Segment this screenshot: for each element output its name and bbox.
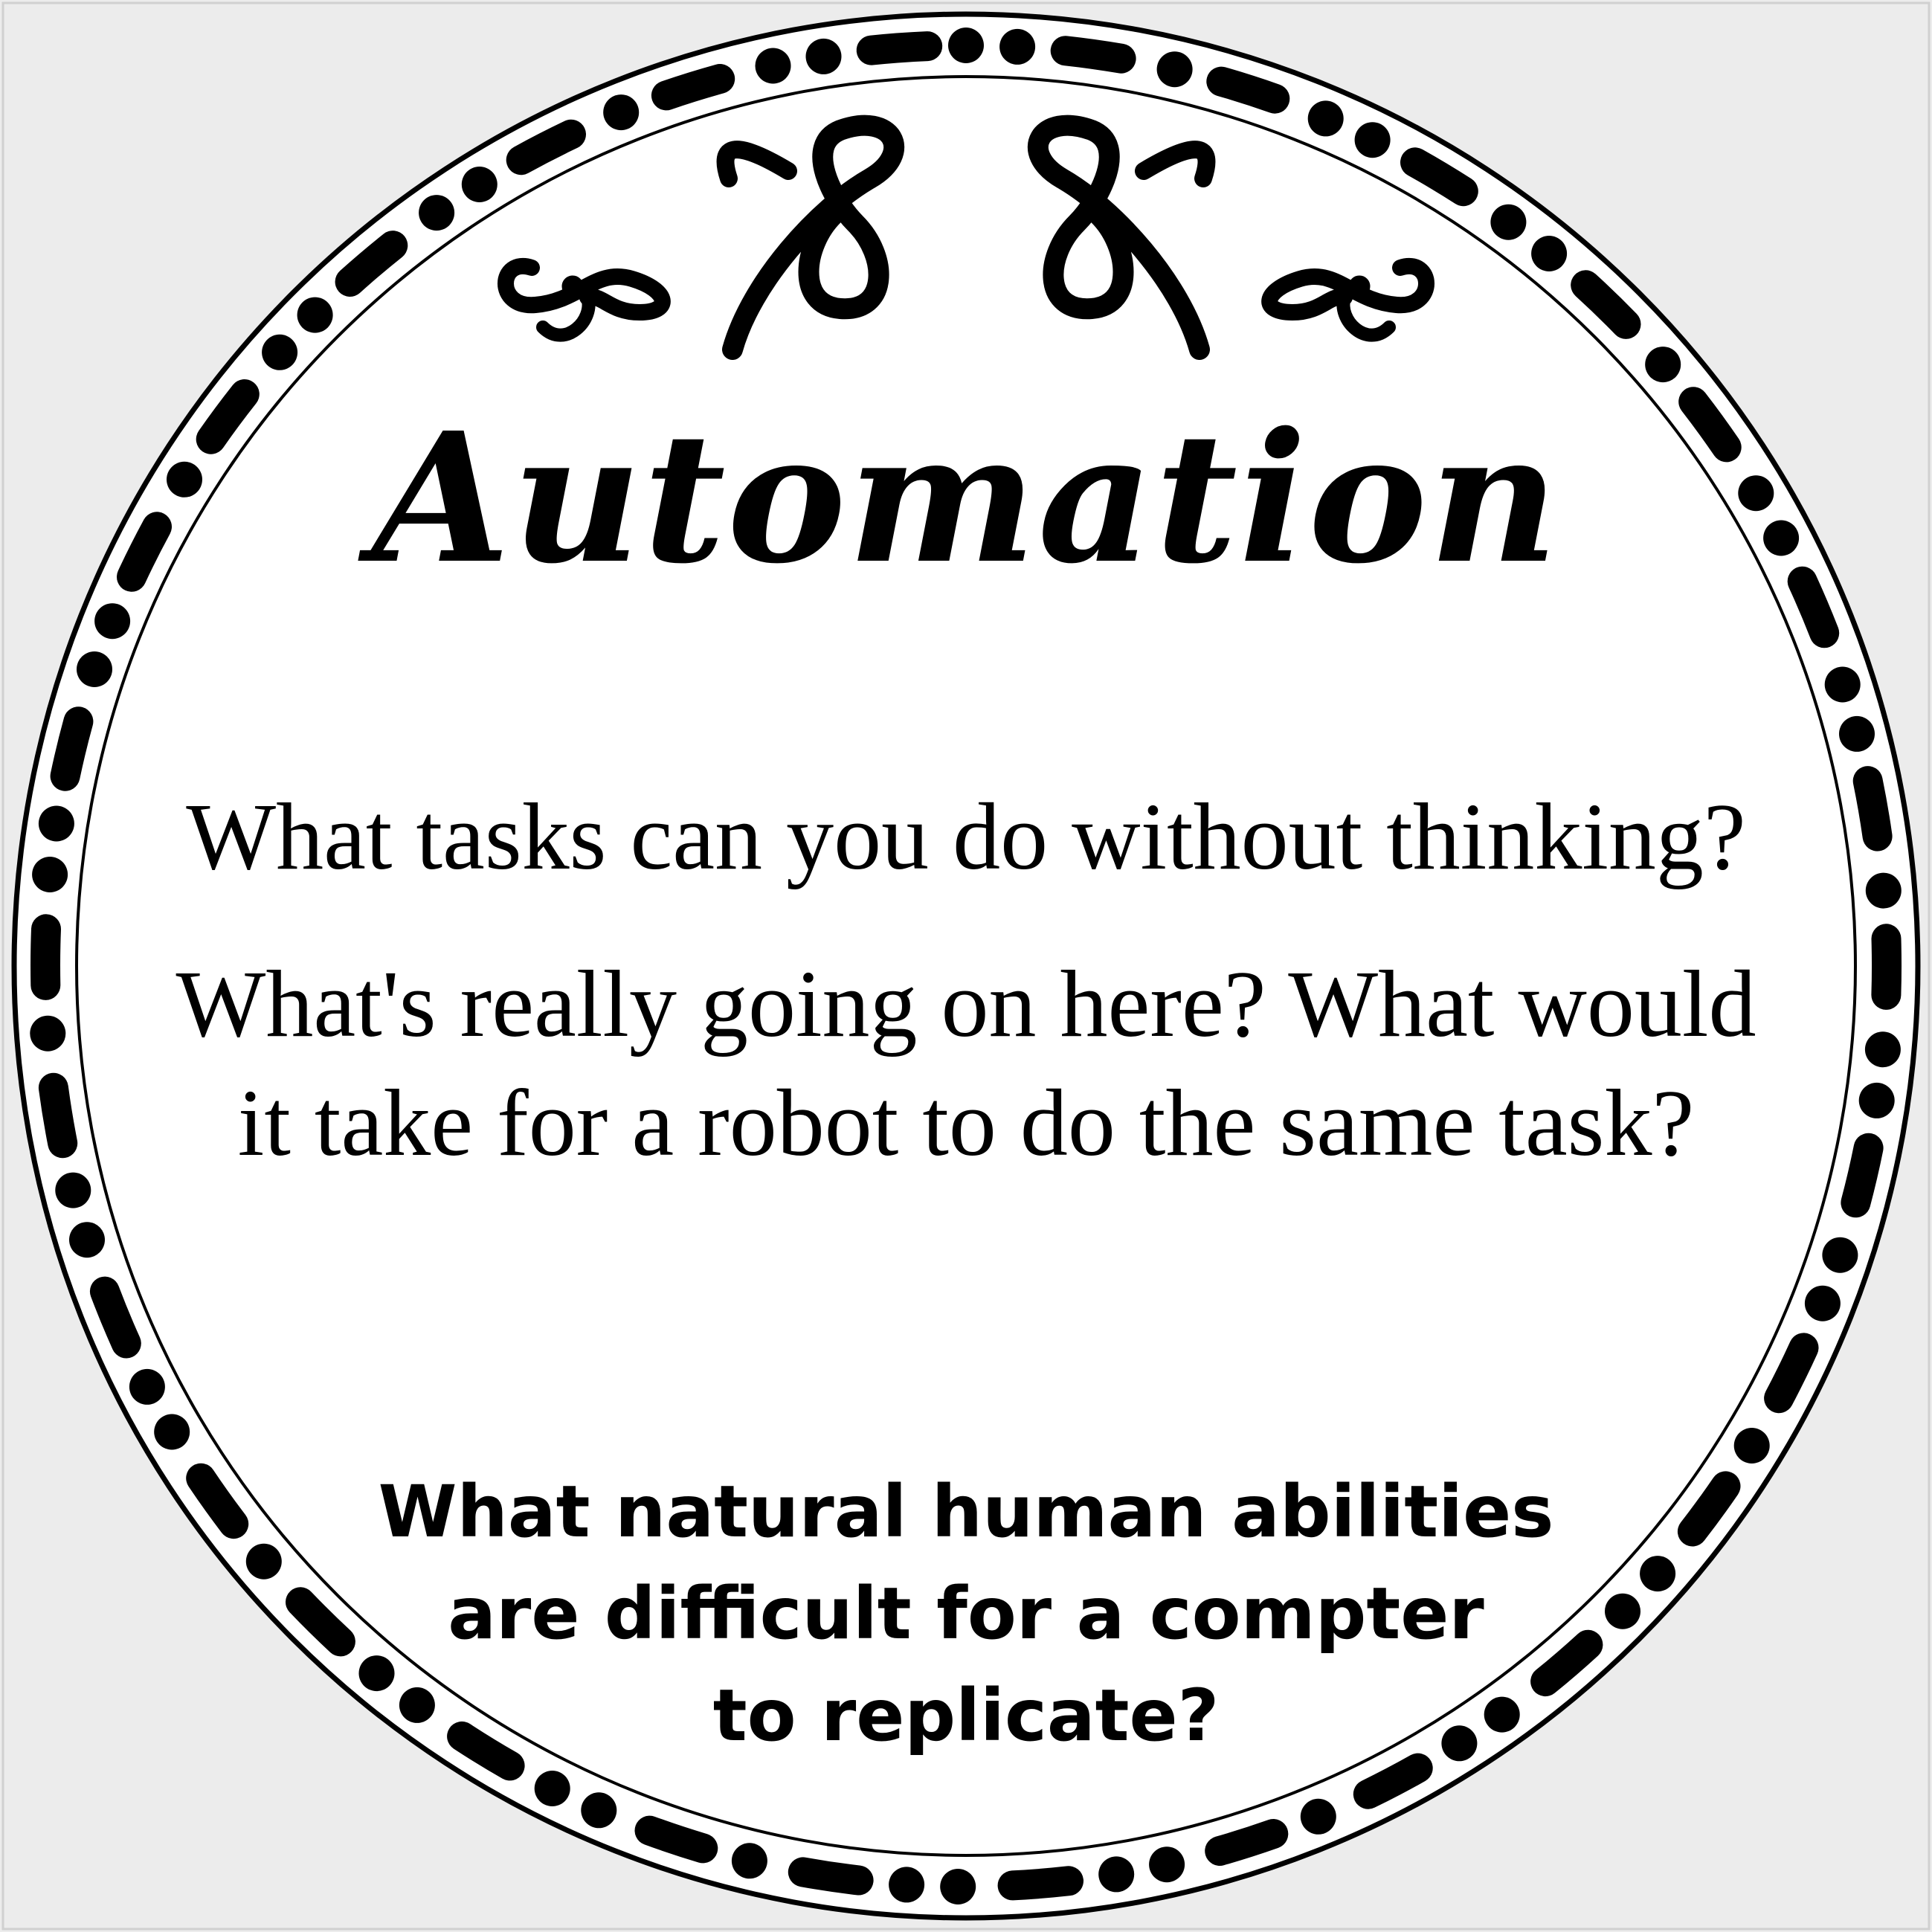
border-dash bbox=[650, 1831, 703, 1849]
border-dot bbox=[77, 651, 112, 687]
bold-prompt bbox=[0, 1461, 1932, 1767]
border-dot bbox=[1157, 51, 1193, 87]
border-dash bbox=[1013, 1881, 1069, 1885]
border-dot bbox=[1308, 100, 1344, 136]
border-dot bbox=[69, 1222, 105, 1258]
border-dot bbox=[1149, 1846, 1185, 1882]
card-title: Automation bbox=[372, 393, 1560, 603]
border-dash bbox=[1221, 82, 1275, 99]
border-dash bbox=[803, 1872, 859, 1880]
prompt-line-1: What natural human abilities bbox=[378, 1470, 1554, 1553]
border-dot bbox=[154, 1414, 190, 1450]
border-dot bbox=[1805, 1286, 1841, 1321]
border-dot bbox=[1098, 1856, 1134, 1892]
border-dot bbox=[889, 1867, 924, 1902]
border-dot bbox=[129, 1369, 165, 1405]
border-dash bbox=[65, 721, 79, 776]
border-dot bbox=[948, 28, 984, 63]
prompt-line-2: are difficult for a compter bbox=[448, 1572, 1484, 1655]
border-dot bbox=[603, 94, 639, 130]
border-dash bbox=[1066, 51, 1121, 59]
prompt-line-3: to replicate? bbox=[712, 1674, 1220, 1757]
border-dot bbox=[297, 297, 333, 333]
border-dot bbox=[999, 29, 1035, 65]
border-dot bbox=[1645, 347, 1681, 382]
border-dot bbox=[1301, 1799, 1336, 1835]
question-2-line-2: it take for a robot to do the same task? bbox=[237, 1070, 1695, 1176]
border-dot bbox=[581, 1792, 616, 1828]
border-dash bbox=[872, 46, 928, 51]
border-dash bbox=[666, 79, 720, 95]
border-dot bbox=[1734, 1428, 1770, 1464]
border-dot bbox=[1839, 716, 1875, 752]
border-dot bbox=[940, 1869, 976, 1904]
border-dash bbox=[105, 1292, 126, 1344]
border-dot bbox=[732, 1843, 767, 1878]
border-dot bbox=[419, 195, 454, 231]
border-dot bbox=[262, 335, 297, 370]
border-dot bbox=[756, 48, 791, 84]
question-without-thinking bbox=[0, 777, 1932, 896]
border-dot bbox=[806, 39, 842, 74]
border-dot bbox=[1531, 236, 1567, 271]
question-2-line-1: What's really going on here? What would bbox=[176, 951, 1756, 1057]
border-dot bbox=[1355, 122, 1391, 158]
border-dot bbox=[535, 1771, 570, 1806]
border-dot bbox=[1490, 205, 1526, 240]
border-dot bbox=[1825, 667, 1861, 703]
border-dot bbox=[462, 167, 498, 202]
question-1-line: What tasks can you do without thinking? bbox=[186, 784, 1746, 889]
question-robot-task bbox=[0, 944, 1932, 1182]
border-dash bbox=[1220, 1834, 1273, 1851]
border-dot bbox=[1822, 1237, 1858, 1273]
